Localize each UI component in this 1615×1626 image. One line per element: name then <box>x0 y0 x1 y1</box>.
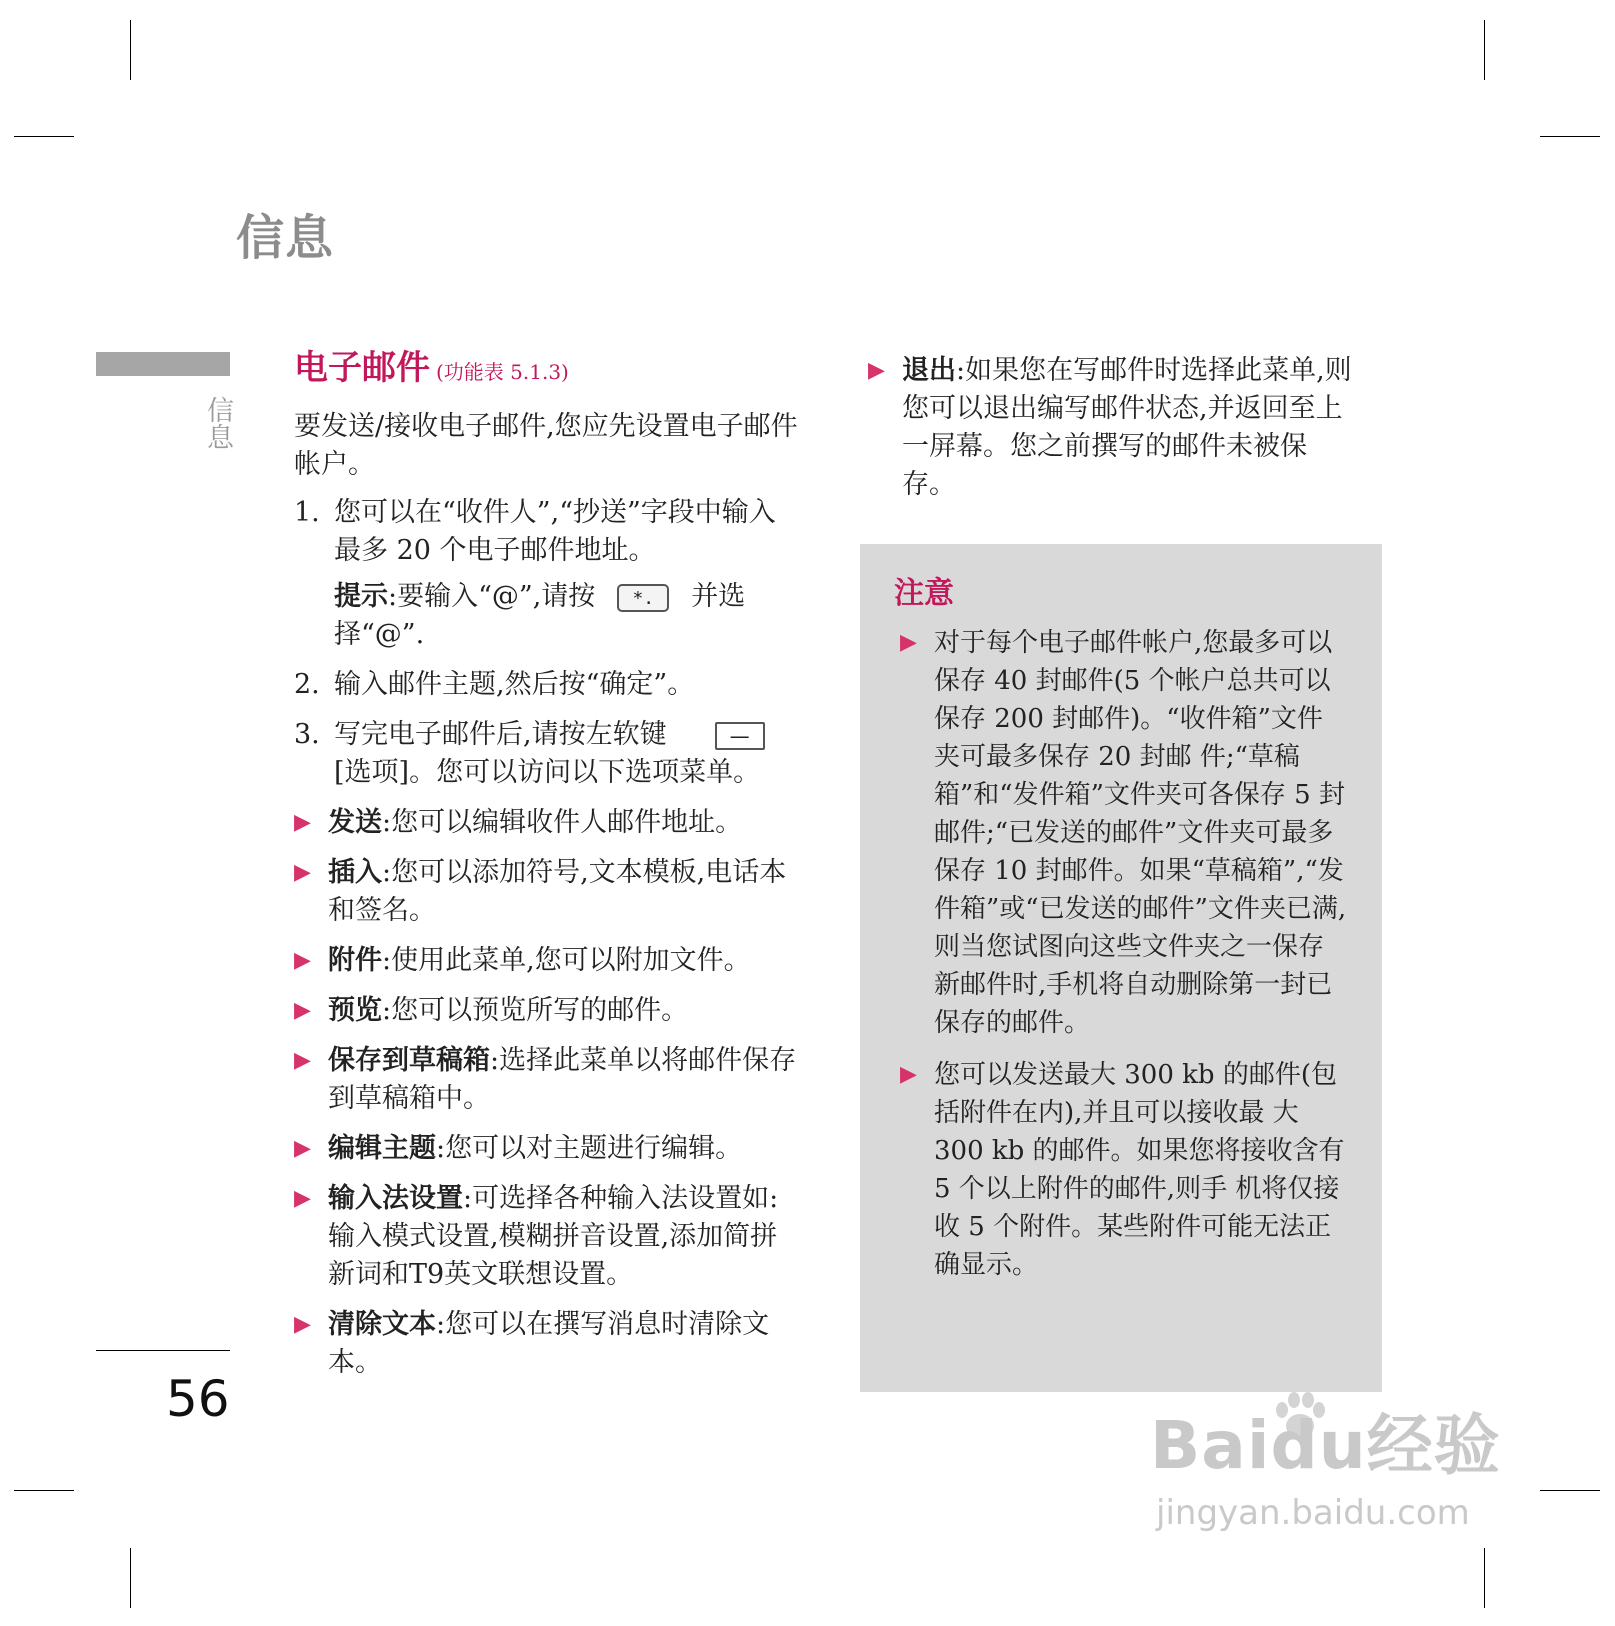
watermark-url: jingyan.baidu.com <box>1156 1493 1470 1533</box>
crop-mark <box>1540 136 1600 137</box>
option-label: 附件 <box>328 945 382 976</box>
option-text: :您可以在撰写消息时清除文本。 <box>328 1309 770 1378</box>
option-item <box>294 804 802 842</box>
bullet-arrow-icon: ▶ <box>294 1048 311 1073</box>
step-text <box>334 716 802 792</box>
crop-mark <box>1484 20 1485 80</box>
option-item <box>294 992 802 1030</box>
step-text-after: [选项]。您可以访问以下选项菜单。 <box>334 757 761 788</box>
note-item <box>900 624 1348 1042</box>
option-item <box>294 1180 802 1294</box>
bullet-arrow-icon: ▶ <box>294 860 311 885</box>
step-text: 您可以在“收件人”,“抄送”字段中输入最多 20 个电子邮件地址。 <box>334 497 776 566</box>
option-label: 退出 <box>902 355 956 386</box>
note-text: 您可以发送最大 300 kb 的邮件(包括附件在内),并且可以接收最 大 300 kb 的邮件。如果您将接收含有 5 个以上附件的邮件,则手 机将仅接收 5 个附件。某些附件可能无法正确显示。 <box>934 1060 1345 1280</box>
option-item <box>294 1306 802 1382</box>
right-column <box>868 352 1354 516</box>
option-text: :可选择各种输入法设置如:输入模式设置,模糊拼音设置,添加简拼新词和T9英文联想设置。 <box>328 1183 779 1290</box>
option-item <box>294 942 802 980</box>
star-key-icon <box>617 584 669 612</box>
crop-mark <box>130 20 131 80</box>
note-list <box>900 624 1348 1298</box>
watermark <box>1150 1392 1501 1533</box>
option-text: :您可以预览所写的邮件。 <box>382 995 689 1026</box>
option-item <box>294 854 802 930</box>
crop-mark <box>1484 1548 1485 1608</box>
section-heading <box>294 346 802 394</box>
section-reference: (功能表 5.1.3) <box>436 360 569 384</box>
option-label: 保存到草稿箱 <box>328 1045 490 1076</box>
option-label: 预览 <box>328 995 382 1026</box>
tip-paragraph <box>334 578 802 654</box>
side-tab-bar <box>96 352 230 376</box>
intro-paragraph: 要发送/接收电子邮件,您应先设置电子邮件帐户。 <box>294 411 798 480</box>
option-text: :选择此菜单以将邮件保存到草稿箱中。 <box>328 1045 797 1114</box>
crop-mark <box>130 1548 131 1608</box>
bullet-arrow-icon: ▶ <box>868 358 885 383</box>
tip-label: 提示 <box>334 581 388 612</box>
watermark-brand: Baidu经验 <box>1150 1407 1501 1484</box>
page-number: 56 <box>166 1370 230 1428</box>
softkey-glyph: — <box>729 723 750 748</box>
bullet-arrow-icon: ▶ <box>294 998 311 1023</box>
star-key-glyph: *. <box>632 587 655 609</box>
folio-rule <box>96 1350 230 1351</box>
bullet-arrow-icon: ▶ <box>900 630 917 655</box>
option-label: 发送 <box>328 807 382 838</box>
step-item <box>294 494 802 570</box>
note-title: 注意 <box>894 576 954 611</box>
option-item <box>294 1130 802 1168</box>
step-number: 2. <box>294 669 320 700</box>
crop-mark <box>1540 1490 1600 1491</box>
bullet-arrow-icon: ▶ <box>294 1136 311 1161</box>
options-list <box>294 804 802 1382</box>
bullet-arrow-icon: ▶ <box>294 810 311 835</box>
side-tab-label: 信息 <box>202 396 233 450</box>
step-item <box>294 716 802 792</box>
chapter-title: 信息 <box>236 210 335 266</box>
option-text: :您可以对主题进行编辑。 <box>436 1133 743 1164</box>
option-label: 清除文本 <box>328 1309 436 1340</box>
option-item <box>294 1042 802 1118</box>
step-text-before: 写完电子邮件后,请按左软键 <box>334 719 667 750</box>
option-text: :您可以编辑收件人邮件地址。 <box>382 807 743 838</box>
bullet-arrow-icon: ▶ <box>294 948 311 973</box>
bullet-arrow-icon: ▶ <box>900 1062 917 1087</box>
option-label: 插入 <box>328 857 382 888</box>
step-item <box>294 666 802 704</box>
bullet-arrow-icon: ▶ <box>294 1186 311 1211</box>
option-text: :如果您在写邮件时选择此菜单,则您可以退出编写邮件状态,并返回至上一屏幕。您之前撰写的邮件未被保存。 <box>902 355 1352 500</box>
tip-text-after: 并选择“@”. <box>334 581 746 650</box>
note-item <box>900 1056 1348 1284</box>
option-label: 输入法设置 <box>328 1183 463 1214</box>
step-number: 1. <box>294 497 320 528</box>
step-number: 3. <box>294 719 320 750</box>
option-text: :您可以添加符号,文本模板,电话本和签名。 <box>328 857 787 926</box>
option-label: 编辑主题 <box>328 1133 436 1164</box>
option-text: :使用此菜单,您可以附加文件。 <box>382 945 751 976</box>
option-item-exit <box>868 352 1354 504</box>
left-column <box>294 346 802 1394</box>
tip-text-before: :要输入“@”,请按 <box>388 581 596 612</box>
crop-mark <box>14 136 74 137</box>
step-text: 输入邮件主题,然后按“确定”。 <box>334 669 695 700</box>
note-text: 对于每个电子邮件帐户,您最多可以保存 40 封邮件(5 个帐户总共可以保存 200 封邮件)。“收件箱”文件夹可最多保存 20 封邮 件;“草稿箱”和“发件箱”文件夹可各保存 5 封邮件;“已发送的邮件”文件夹可最多保存 10 封邮件。如果“草稿箱”,“发件箱”或“已发送的邮件”文件夹已满,则当您试图向这些文件夹之一保存新邮件时,手机将自动删除第一封已保存的邮件。 <box>934 628 1347 1038</box>
section-title: 电子邮件 <box>294 348 430 388</box>
crop-mark <box>14 1490 74 1491</box>
left-softkey-icon <box>715 722 765 750</box>
bullet-arrow-icon: ▶ <box>294 1312 311 1337</box>
